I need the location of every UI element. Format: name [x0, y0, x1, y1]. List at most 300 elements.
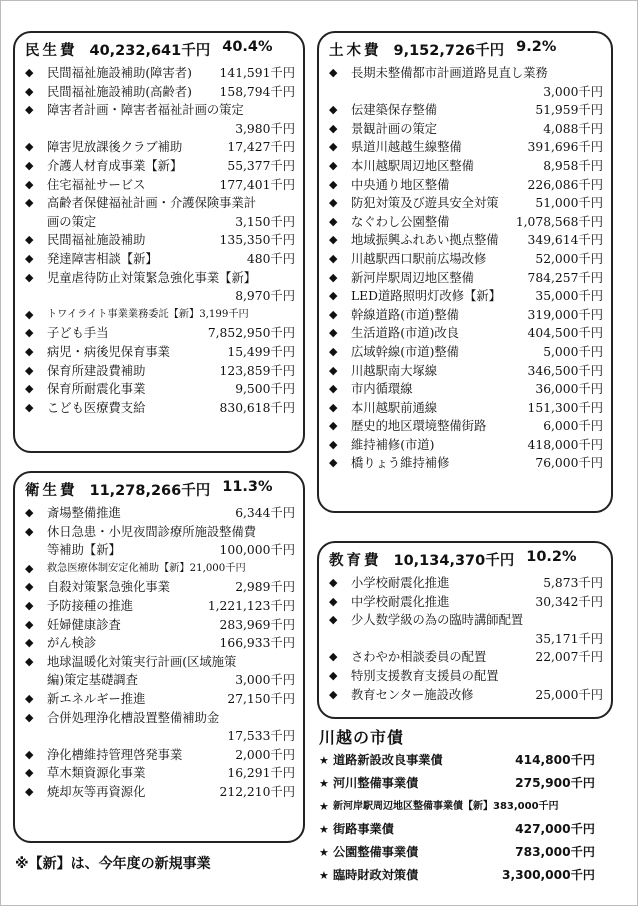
diamond-bullet-icon: ◆ — [25, 617, 34, 631]
debt-item-amount: 427,000千円 — [515, 822, 595, 836]
minsei-item-amount: 3,150千円 — [235, 214, 295, 229]
doboku-item-line — [351, 157, 603, 176]
debt-item-line — [333, 818, 595, 841]
kyoiku-item-line — [351, 630, 603, 649]
doboku-item-text: 長期未整備都市計画道路見直し業務 — [351, 66, 548, 80]
diamond-bullet-icon: ◆ — [329, 158, 338, 172]
minsei-item — [25, 101, 295, 138]
minsei-item — [25, 176, 295, 195]
minsei-item-text: 民間福祉施設補助 — [47, 233, 146, 248]
minsei-item-line — [47, 269, 295, 288]
eisei-item-line — [47, 746, 295, 765]
minsei-item-line — [47, 231, 295, 250]
doboku-item-line — [351, 436, 603, 455]
minsei-item-line — [47, 362, 295, 381]
doboku-item-text: 伝建築保存整備 — [351, 103, 438, 118]
kyoiku-item-amount: 30,342千円 — [535, 594, 603, 609]
debt-item-text: 街路事業債 — [333, 822, 394, 836]
diamond-bullet-icon: ◆ — [329, 419, 338, 433]
minsei-item-text: 発達障害相談【新】 — [47, 251, 158, 266]
eisei-item-line — [47, 597, 295, 616]
minsei-item-line — [47, 120, 295, 139]
debt-item-text: 公園整備事業債 — [333, 845, 419, 859]
doboku-item-amount: 151,300千円 — [527, 400, 603, 415]
doboku-item-line — [351, 343, 603, 362]
minsei-item — [25, 64, 295, 83]
minsei-item-line — [47, 306, 295, 325]
eisei-item-line — [47, 616, 295, 635]
doboku-percent: 9.2% — [516, 39, 557, 55]
minsei-item-line — [47, 287, 295, 306]
debt-item-text: 臨時財政対策債 — [333, 868, 419, 882]
minsei-item-amount: 177,401千円 — [219, 177, 295, 192]
eisei-item-line — [47, 764, 295, 783]
doboku-item — [329, 250, 603, 269]
doboku-item-text: 新河岸駅周辺地区整備 — [351, 270, 474, 285]
doboku-item — [329, 324, 603, 343]
minsei-item — [25, 231, 295, 250]
eisei-item — [25, 653, 295, 690]
kyoiku-item-text: さわやか相談委員の配置 — [351, 650, 487, 665]
eisei-item — [25, 523, 295, 560]
diamond-bullet-icon: ◆ — [329, 140, 338, 154]
diamond-bullet-icon: ◆ — [25, 598, 34, 612]
star-icon: ★ — [319, 823, 329, 836]
debt-list — [319, 749, 595, 887]
doboku-item-line — [351, 287, 603, 306]
diamond-bullet-icon: ◆ — [25, 524, 34, 538]
eisei-item-line — [47, 709, 295, 728]
doboku-item-line — [351, 194, 603, 213]
minsei-item — [25, 362, 295, 381]
doboku-item — [329, 436, 603, 455]
eisei-item-text: 新エネルギー推進 — [47, 691, 146, 706]
diamond-bullet-icon: ◆ — [25, 747, 34, 761]
eisei-item-line — [47, 504, 295, 523]
doboku-item-amount: 76,000千円 — [535, 456, 603, 471]
doboku-item-amount: 226,086千円 — [527, 177, 603, 192]
minsei-item-amount: 55,377千円 — [227, 158, 295, 173]
doboku-item-text: 県道川越越生線整備 — [351, 140, 462, 155]
diamond-bullet-icon: ◆ — [25, 66, 34, 79]
eisei-item-amount: 166,933千円 — [219, 636, 295, 651]
diamond-bullet-icon: ◆ — [329, 66, 338, 79]
doboku-item-line — [351, 213, 603, 232]
minsei-item-line — [47, 343, 295, 362]
minsei-item-text: 高齢者保健福祉計画・介護保険事業計 — [47, 196, 257, 211]
doboku-item-line — [351, 399, 603, 418]
debt-item-line — [333, 864, 595, 887]
eisei-item-line — [47, 671, 295, 690]
diamond-bullet-icon: ◆ — [25, 506, 34, 519]
minsei-item — [25, 138, 295, 157]
doboku-item-text: 川越駅南大塚線 — [351, 363, 438, 378]
doboku-item — [329, 213, 603, 232]
diamond-bullet-icon: ◆ — [329, 233, 338, 247]
diamond-bullet-icon: ◆ — [329, 121, 338, 135]
doboku-item-line — [351, 250, 603, 269]
minsei-item-amount: 123,859千円 — [219, 363, 295, 378]
debt-item — [319, 841, 595, 864]
eisei-item-amount: 3,000千円 — [235, 673, 295, 688]
doboku-item-amount: 51,959千円 — [535, 103, 603, 118]
diamond-bullet-icon: ◆ — [25, 580, 34, 594]
eisei-item-text: 草木類資源化事業 — [47, 766, 146, 781]
minsei-item-text: トワイライト事業業務委託【新】3,199千円 — [47, 308, 249, 320]
eisei-item-line — [47, 578, 295, 597]
diamond-bullet-icon: ◆ — [25, 710, 34, 724]
eisei-item — [25, 783, 295, 802]
doboku-item-text: 本川越駅前通線 — [351, 400, 438, 415]
eisei-item-line — [47, 560, 295, 579]
doboku-item — [329, 306, 603, 325]
kyoiku-amount: 10,134,370千円 — [393, 553, 515, 569]
new-project-note: ※【新】は、今年度の新規事業 — [15, 856, 211, 872]
minsei-item-amount: 9,500千円 — [235, 382, 295, 397]
minsei-item-amount: 480千円 — [246, 251, 295, 266]
diamond-bullet-icon: ◆ — [25, 636, 34, 650]
doboku-item-line — [351, 64, 603, 83]
doboku-item-amount: 418,000千円 — [527, 437, 603, 452]
minsei-item-text: 保育所建設費補助 — [47, 363, 146, 378]
minsei-item-text: 住宅福祉サービス — [47, 177, 146, 192]
diamond-bullet-icon: ◆ — [25, 140, 34, 154]
minsei-section — [13, 31, 305, 453]
kyoiku-item-line — [351, 686, 603, 705]
diamond-bullet-icon: ◆ — [329, 437, 338, 451]
kyoiku-item — [329, 686, 603, 705]
kyoiku-percent: 10.2% — [526, 549, 577, 565]
kyoiku-item-line — [351, 574, 603, 593]
diamond-bullet-icon: ◆ — [329, 103, 338, 117]
doboku-item-amount: 5,000千円 — [543, 344, 603, 359]
doboku-item-text: 防犯対策及び遊具安全対策 — [351, 196, 499, 211]
minsei-item-line — [47, 157, 295, 176]
kyoiku-item — [329, 648, 603, 667]
kyoiku-item-amount: 5,873千円 — [543, 576, 603, 590]
doboku-item-amount: 8,958千円 — [543, 158, 603, 173]
kyoiku-item-text: 小学校耐震化推進 — [351, 576, 450, 590]
doboku-item — [329, 343, 603, 362]
eisei-percent: 11.3% — [222, 479, 273, 495]
kyoiku-item — [329, 611, 603, 648]
diamond-bullet-icon: ◆ — [25, 270, 34, 284]
minsei-item-amount: 8,970千円 — [235, 289, 295, 304]
diamond-bullet-icon: ◆ — [25, 177, 34, 191]
doboku-item — [329, 138, 603, 157]
diamond-bullet-icon: ◆ — [329, 270, 338, 284]
eisei-item-text: 地球温暖化対策実行計画(区域施策 — [47, 654, 237, 669]
diamond-bullet-icon: ◆ — [25, 233, 34, 247]
minsei-list — [25, 64, 295, 417]
doboku-item-line — [351, 306, 603, 325]
eisei-item-text: 妊婦健康診査 — [47, 617, 121, 632]
minsei-item — [25, 83, 295, 102]
doboku-item-text: 地域振興ふれあい拠点整備 — [351, 233, 499, 248]
minsei-item-amount: 3,980千円 — [235, 121, 295, 136]
doboku-item-text: 維持補修(市道) — [351, 437, 435, 452]
diamond-bullet-icon: ◆ — [329, 363, 338, 377]
kyoiku-item-amount: 22,007千円 — [535, 650, 603, 665]
minsei-item-text: 保育所耐震化事業 — [47, 382, 146, 397]
diamond-bullet-icon: ◆ — [25, 196, 34, 210]
debt-item-text: 新河岸駅周辺地区整備事業債【新】383,000千円 — [333, 801, 559, 812]
debt-item-text: 道路新設改良事業債 — [333, 753, 443, 767]
diamond-bullet-icon: ◆ — [25, 766, 34, 780]
minsei-item-text: 民間福祉施設補助(障害者) — [47, 66, 192, 80]
doboku-item-amount: 36,000千円 — [535, 382, 603, 397]
kyoiku-item — [329, 593, 603, 612]
kyoiku-item-text: 特別支援教育支援員の配置 — [351, 668, 499, 683]
doboku-item-text: なぐわし公園整備 — [351, 214, 450, 229]
star-icon: ★ — [319, 754, 329, 767]
kyoiku-item-line — [351, 648, 603, 667]
doboku-item-amount: 1,078,568千円 — [515, 214, 603, 229]
eisei-item-amount: 17,533千円 — [227, 729, 295, 744]
doboku-item-text: 市内循環線 — [351, 382, 413, 397]
minsei-item-text: 子ども手当 — [47, 326, 109, 341]
star-icon: ★ — [319, 800, 329, 813]
doboku-item — [329, 287, 603, 306]
minsei-item — [25, 380, 295, 399]
doboku-item — [329, 120, 603, 139]
diamond-bullet-icon: ◆ — [329, 613, 338, 627]
debt-section — [319, 749, 595, 887]
diamond-bullet-icon: ◆ — [25, 654, 34, 668]
eisei-item-amount: 100,000千円 — [219, 543, 295, 558]
eisei-item-line — [47, 783, 295, 802]
minsei-title — [25, 39, 295, 60]
doboku-item-text: 生活道路(市道)改良 — [351, 326, 459, 341]
minsei-item-text: 障害者計画・障害者福祉計画の策定 — [47, 103, 244, 118]
eisei-item — [25, 709, 295, 746]
minsei-item-amount: 158,794千円 — [219, 84, 295, 99]
diamond-bullet-icon: ◆ — [25, 84, 34, 98]
doboku-item-text: 歴史的地区環境整備街路 — [351, 419, 487, 434]
minsei-item — [25, 157, 295, 176]
diamond-bullet-icon: ◆ — [25, 382, 34, 396]
debt-item — [319, 772, 595, 795]
doboku-item-amount: 4,088千円 — [543, 121, 603, 136]
eisei-item-text: 浄化槽維持管理啓発事業 — [47, 747, 183, 762]
doboku-item — [329, 157, 603, 176]
doboku-item — [329, 454, 603, 473]
eisei-item-text: 休日急患・小児夜間診療所施設整備費 — [47, 524, 257, 539]
eisei-section — [13, 471, 305, 843]
doboku-item-amount: 3,000千円 — [543, 84, 603, 99]
minsei-item-text: 民間福祉施設補助(高齢者) — [47, 84, 192, 99]
eisei-item-text: 合併処理浄化槽設置整備補助金 — [47, 710, 220, 725]
doboku-item-text: 景観計画の策定 — [351, 121, 438, 136]
eisei-item — [25, 634, 295, 653]
diamond-bullet-icon: ◆ — [329, 456, 338, 470]
diamond-bullet-icon: ◆ — [329, 196, 338, 210]
eisei-item-line — [47, 727, 295, 746]
doboku-item — [329, 399, 603, 418]
eisei-item-amount: 1,221,123千円 — [207, 598, 295, 613]
doboku-item — [329, 380, 603, 399]
eisei-item-amount: 2,000千円 — [235, 747, 295, 762]
kyoiku-item-line — [351, 667, 603, 686]
diamond-bullet-icon: ◆ — [25, 326, 34, 340]
debt-item-amount: 275,900千円 — [515, 776, 595, 790]
diamond-bullet-icon: ◆ — [329, 382, 338, 396]
doboku-item — [329, 362, 603, 381]
debt-item — [319, 818, 595, 841]
minsei-item-text: 病児・病後児保育事業 — [47, 344, 170, 359]
eisei-item — [25, 504, 295, 523]
doboku-item-text: 本川越駅周辺地区整備 — [351, 158, 474, 173]
doboku-item-line — [351, 380, 603, 399]
eisei-item — [25, 746, 295, 765]
diamond-bullet-icon: ◆ — [25, 400, 34, 414]
diamond-bullet-icon: ◆ — [25, 103, 34, 117]
diamond-bullet-icon: ◆ — [25, 691, 34, 705]
diamond-bullet-icon: ◆ — [329, 214, 338, 228]
minsei-item — [25, 194, 295, 231]
doboku-item-text: 川越駅西口駅前広場改修 — [351, 251, 487, 266]
eisei-item-amount: 16,291千円 — [227, 766, 295, 781]
debt-item-amount: 3,300,000千円 — [502, 868, 595, 882]
kyoiku-name: 教育費 — [329, 553, 382, 569]
doboku-item-amount: 319,000千円 — [527, 307, 603, 322]
diamond-bullet-icon: ◆ — [329, 344, 338, 358]
doboku-item — [329, 269, 603, 288]
eisei-amount: 11,278,266千円 — [89, 483, 211, 499]
minsei-item-line — [47, 250, 295, 269]
eisei-item — [25, 616, 295, 635]
debt-item-amount: 783,000千円 — [515, 845, 595, 859]
doboku-item-amount: 784,257千円 — [527, 270, 603, 285]
doboku-item-line — [351, 417, 603, 436]
eisei-item-text: 自殺対策緊急強化事業 — [47, 580, 170, 595]
debt-item-line — [333, 841, 595, 864]
doboku-item-amount: 51,000千円 — [535, 196, 603, 211]
diamond-bullet-icon: ◆ — [25, 561, 34, 575]
eisei-item-text: 斎場整備推進 — [47, 506, 121, 520]
doboku-item — [329, 194, 603, 213]
kyoiku-item-text: 教育センター施設改修 — [351, 687, 474, 702]
kyoiku-item-amount: 25,000千円 — [535, 687, 603, 702]
kyoiku-item-text: 中学校耐震化推進 — [351, 594, 450, 609]
minsei-item — [25, 399, 295, 418]
eisei-item-text: 救急医療体制安定化補助【新】21,000千円 — [47, 562, 246, 574]
diamond-bullet-icon: ◆ — [329, 687, 338, 701]
debt-item — [319, 749, 595, 772]
kyoiku-title — [329, 549, 603, 570]
diamond-bullet-icon: ◆ — [329, 289, 338, 303]
eisei-item-line — [47, 523, 295, 542]
star-icon: ★ — [319, 846, 329, 859]
minsei-item-line — [47, 194, 295, 213]
minsei-item-text: 介護人材育成事業【新】 — [47, 158, 183, 173]
debt-item — [319, 795, 595, 818]
minsei-item-amount: 17,427千円 — [227, 140, 295, 155]
eisei-item-amount: 2,989千円 — [235, 580, 295, 595]
debt-item — [319, 864, 595, 887]
kyoiku-item-line — [351, 611, 603, 630]
minsei-name: 民生費 — [25, 43, 78, 59]
minsei-item — [25, 269, 295, 306]
eisei-item — [25, 597, 295, 616]
doboku-item-amount: 349,614千円 — [527, 233, 603, 248]
doboku-item-line — [351, 120, 603, 139]
doboku-item-amount: 346,500千円 — [527, 363, 603, 378]
eisei-item — [25, 560, 295, 579]
debt-item-text: 河川整備事業債 — [333, 776, 419, 790]
eisei-title — [25, 479, 295, 500]
debt-item-line — [333, 795, 595, 818]
kyoiku-item-amount: 35,171千円 — [535, 631, 603, 646]
doboku-item-amount: 391,696千円 — [527, 140, 603, 155]
diamond-bullet-icon: ◆ — [329, 400, 338, 414]
diamond-bullet-icon: ◆ — [329, 668, 338, 682]
doboku-item-line — [351, 138, 603, 157]
diamond-bullet-icon: ◆ — [25, 307, 34, 321]
doboku-item-line — [351, 176, 603, 195]
minsei-item — [25, 324, 295, 343]
doboku-item-line — [351, 362, 603, 381]
eisei-item-line — [47, 653, 295, 672]
doboku-item-amount: 52,000千円 — [535, 251, 603, 266]
doboku-section — [317, 31, 613, 513]
diamond-bullet-icon: ◆ — [329, 576, 338, 589]
doboku-item-line — [351, 269, 603, 288]
minsei-item-text: 画の策定 — [47, 214, 97, 229]
doboku-item-line — [351, 83, 603, 102]
diamond-bullet-icon: ◆ — [25, 251, 34, 265]
eisei-name: 衛生費 — [25, 483, 78, 499]
doboku-item-line — [351, 324, 603, 343]
debt-title: 川越の市債 — [319, 728, 405, 747]
eisei-item — [25, 764, 295, 783]
minsei-item-line — [47, 324, 295, 343]
debt-item-line — [333, 749, 595, 772]
doboku-title — [329, 39, 603, 60]
kyoiku-item-line — [351, 593, 603, 612]
eisei-item-text: 予防接種の推進 — [47, 598, 134, 613]
doboku-item — [329, 231, 603, 250]
doboku-list — [329, 64, 603, 473]
doboku-item-amount: 404,500千円 — [527, 326, 603, 341]
minsei-item-line — [47, 101, 295, 120]
minsei-item-line — [47, 399, 295, 418]
minsei-item-line — [47, 380, 295, 399]
eisei-list — [25, 504, 295, 802]
minsei-item — [25, 306, 295, 325]
minsei-item-amount: 135,350千円 — [219, 233, 295, 248]
minsei-percent: 40.4% — [222, 39, 273, 55]
eisei-item-amount: 212,210千円 — [219, 784, 295, 799]
minsei-item-amount: 15,499千円 — [227, 344, 295, 359]
doboku-item-amount: 6,000千円 — [543, 419, 603, 434]
eisei-item-line — [47, 541, 295, 560]
star-icon: ★ — [319, 869, 329, 882]
doboku-name: 土木費 — [329, 43, 382, 59]
minsei-item-amount: 141,591千円 — [219, 66, 295, 80]
eisei-item-amount: 27,150千円 — [227, 691, 295, 706]
doboku-item-text: 中央通り地区整備 — [351, 177, 450, 192]
diamond-bullet-icon: ◆ — [25, 363, 34, 377]
minsei-item-text: こども医療費支給 — [47, 400, 146, 415]
eisei-item — [25, 578, 295, 597]
minsei-item-line — [47, 176, 295, 195]
minsei-item-line — [47, 213, 295, 232]
minsei-amount: 40,232,641千円 — [89, 43, 211, 59]
doboku-amount: 9,152,726千円 — [393, 43, 505, 59]
minsei-item-line — [47, 64, 295, 83]
diamond-bullet-icon: ◆ — [329, 307, 338, 321]
